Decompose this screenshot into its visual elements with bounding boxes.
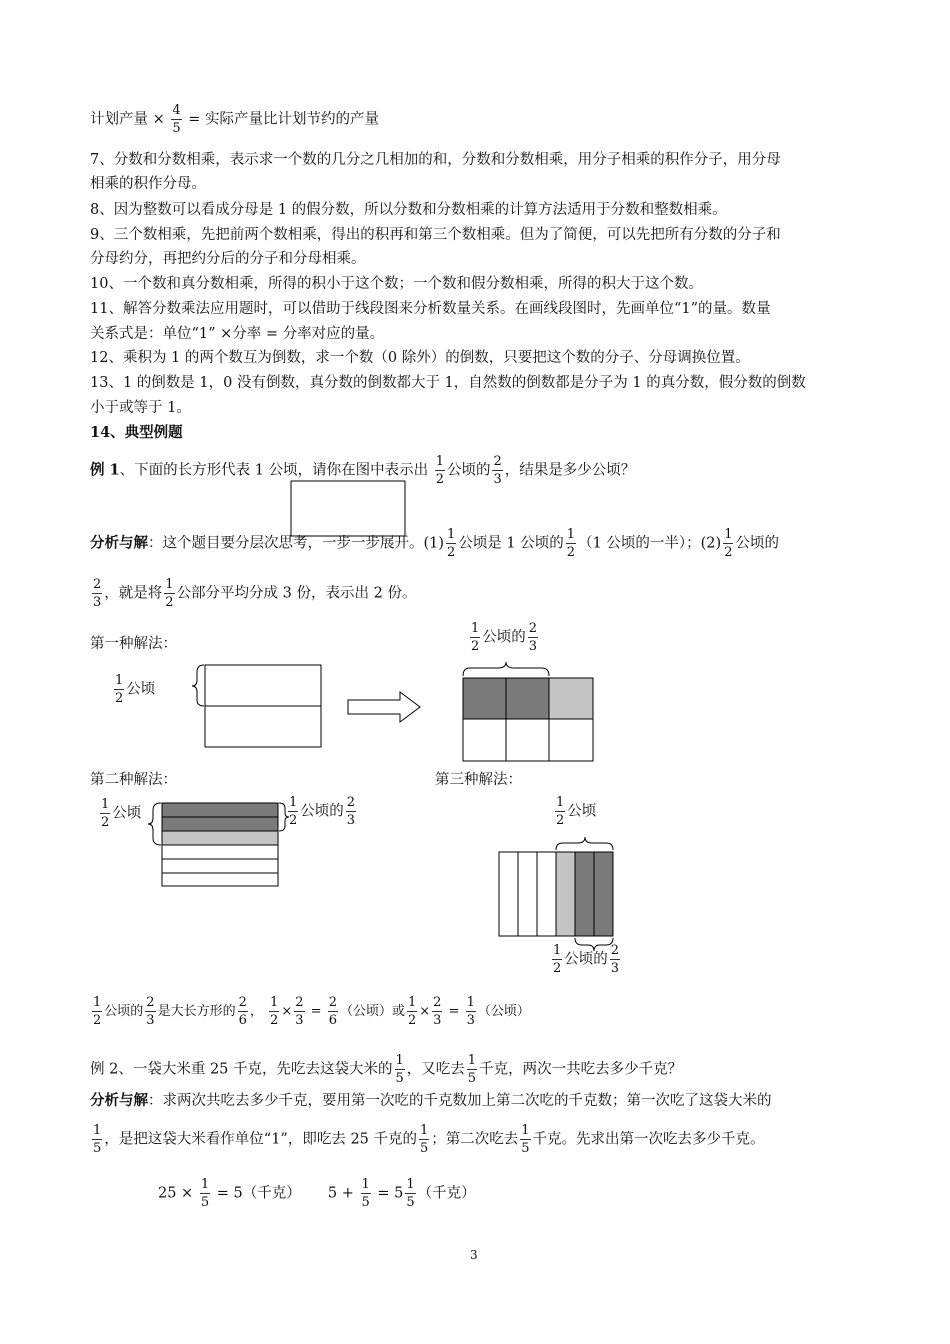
analysis-2: 分析与解：求两次共吃去多少千克，要用第一次吃的千克数加上第二次吃的千克数；第一次吃了这袋大米的 (90, 1092, 772, 1109)
method-1-label: 第一种解法： (90, 636, 177, 652)
paragraph-9a: 9、三个数相乘，先把前两个数相乘，得出的积再和第三个数相乘。但为了简便，可以先把所有分数的分子和 (90, 227, 781, 243)
calculation-line: 25 × $\frac{1}{5}$ = 5（千克） 5 + $\frac{1}{5}$ = 5 $\frac{1}{5}$ （千克） (158, 1177, 476, 1210)
paragraph-7a: 7、分数和分数相乘，表示求一个数的几分之几相加的和，分数和分数相乘，用分子相乘的积作分子，用分母 (90, 152, 781, 168)
example-1: 例 1、下面的长方形代表 1 公顷，请你在图中表示出 $\frac{1}{2}$ 公顷的 $\frac{2}{3}$ ，结果是多少公顷？ (90, 454, 636, 487)
method-2-stripes (162, 803, 278, 886)
analysis-2b: $\frac{1}{5}$ ，是把这袋大米看作单位“1”，即吃去 25 千克的 $\frac{1}{5}$ ；第二次吃去 $\frac{1}{5}$ 千克。先求出第一次吃去多少千克。 (93, 1123, 765, 1156)
example-2: 例 2、一袋大米重 25 千克，先吃去这袋大米的 $\frac{1}{5}$ ，又吃去 $\frac{1}{5}$ 千克，两次一共吃去多少千克？ (90, 1053, 683, 1086)
label-half-of-two-thirds-3: $\frac{1}{2}$ 公顷的 $\frac{2}{3}$ (553, 943, 620, 976)
paragraph-12: 12、乘积为 1 的两个数互为倒数，求一个数（0 除外）的倒数，只要把这个数的分子、分母调换位置。 (90, 350, 750, 366)
analysis-1: 分析与解：这个题目要分层次思考，一步一步展开。(1) $\frac{1}{2}$ 公顷是 1 公顷的 $\frac{1}{2}$ （1 公顷的一半）；(2) $\frac{1}{2}$ 公顷的 (90, 527, 779, 560)
text: = 实际产量比计划节约的产量 (188, 111, 380, 128)
paragraph-9b: 分母约分，再把约分后的分子和分母相乘。 (90, 251, 366, 267)
paragraph-8: 8、因为整数可以看成分母是 1 的假分数，所以分数和分数相乘的计算方法适用于分数和整数相乘。 (90, 202, 727, 218)
arrow-icon (348, 692, 420, 722)
example-rectangle (291, 481, 405, 536)
paragraph-13a: 13、1 的倒数是 1，0 没有倒数，真分数的倒数都大于 1，自然数的倒数都是分子为 1 的真分数，假分数的倒数 (90, 375, 806, 391)
top-brace-1 (463, 662, 549, 676)
label-half-of-two-thirds-1: $\frac{1}{2}$ 公顷的 $\frac{2}{3}$ (471, 621, 538, 654)
top-brace-3 (556, 837, 613, 850)
method-1-rectangle (205, 665, 321, 747)
paragraph-13b: 小于或等于 1。 (90, 400, 191, 416)
section-heading: 14、典型例题 (90, 424, 183, 441)
half-brace-1 (192, 665, 204, 706)
label-half-hectare-3: $\frac{1}{2}$ 公顷 (556, 795, 597, 828)
right-brace-2 (279, 803, 289, 831)
analysis-1b: $\frac{2}{3}$ ，就是将 $\frac{1}{2}$ 公部分平均分成 3 份，表示出 2 份。 (93, 577, 417, 610)
method-2-label: 第二种解法： (90, 772, 177, 788)
result-line: $\frac{1}{2}$ 公顷的 $\frac{2}{3}$ 是大长方形的 $\frac{2}{6}$ ， $\frac{1}{2}$ × $\frac{2}{3}$ = $\frac{2}{6}$ （公顷）或 $\frac{1}{2}$ × $\frac{2}{3}$ = $\frac{1}{3}$ （公顷） (93, 995, 530, 1028)
method-1-result-grid (463, 678, 593, 761)
text: 计划产量 × (90, 111, 165, 128)
bottom-brace-3 (575, 938, 613, 951)
paragraph-7b: 相乘的积作分母。 (90, 176, 206, 192)
label-half-hectare-2: $\frac{1}{2}$ 公顷 (101, 797, 142, 830)
fraction: $\frac{4}{5}$ (172, 103, 181, 136)
method-3-label: 第三种解法： (435, 772, 522, 788)
label-half-hectare-1: $\frac{1}{2}$ 公顷 (115, 673, 156, 706)
left-brace-2 (148, 803, 161, 845)
paragraph-11a: 11、解答分数乘法应用题时，可以借助于线段图来分析数量关系。在画线段图时，先画单位“1”的量。数量 (90, 301, 771, 317)
label-half-of-two-thirds-2: $\frac{1}{2}$ 公顷的 $\frac{2}{3}$ (289, 795, 356, 828)
paragraph-10: 10、一个数和真分数相乘，所得的积小于这个数；一个数和假分数相乘，所得的积大于这个数。 (90, 276, 703, 292)
paragraph-11b: 关系式是：单位“1” ×分率 = 分率对应的量。 (90, 326, 385, 342)
page-number: 3 (470, 1248, 478, 1262)
method-3-stripes (499, 852, 613, 936)
